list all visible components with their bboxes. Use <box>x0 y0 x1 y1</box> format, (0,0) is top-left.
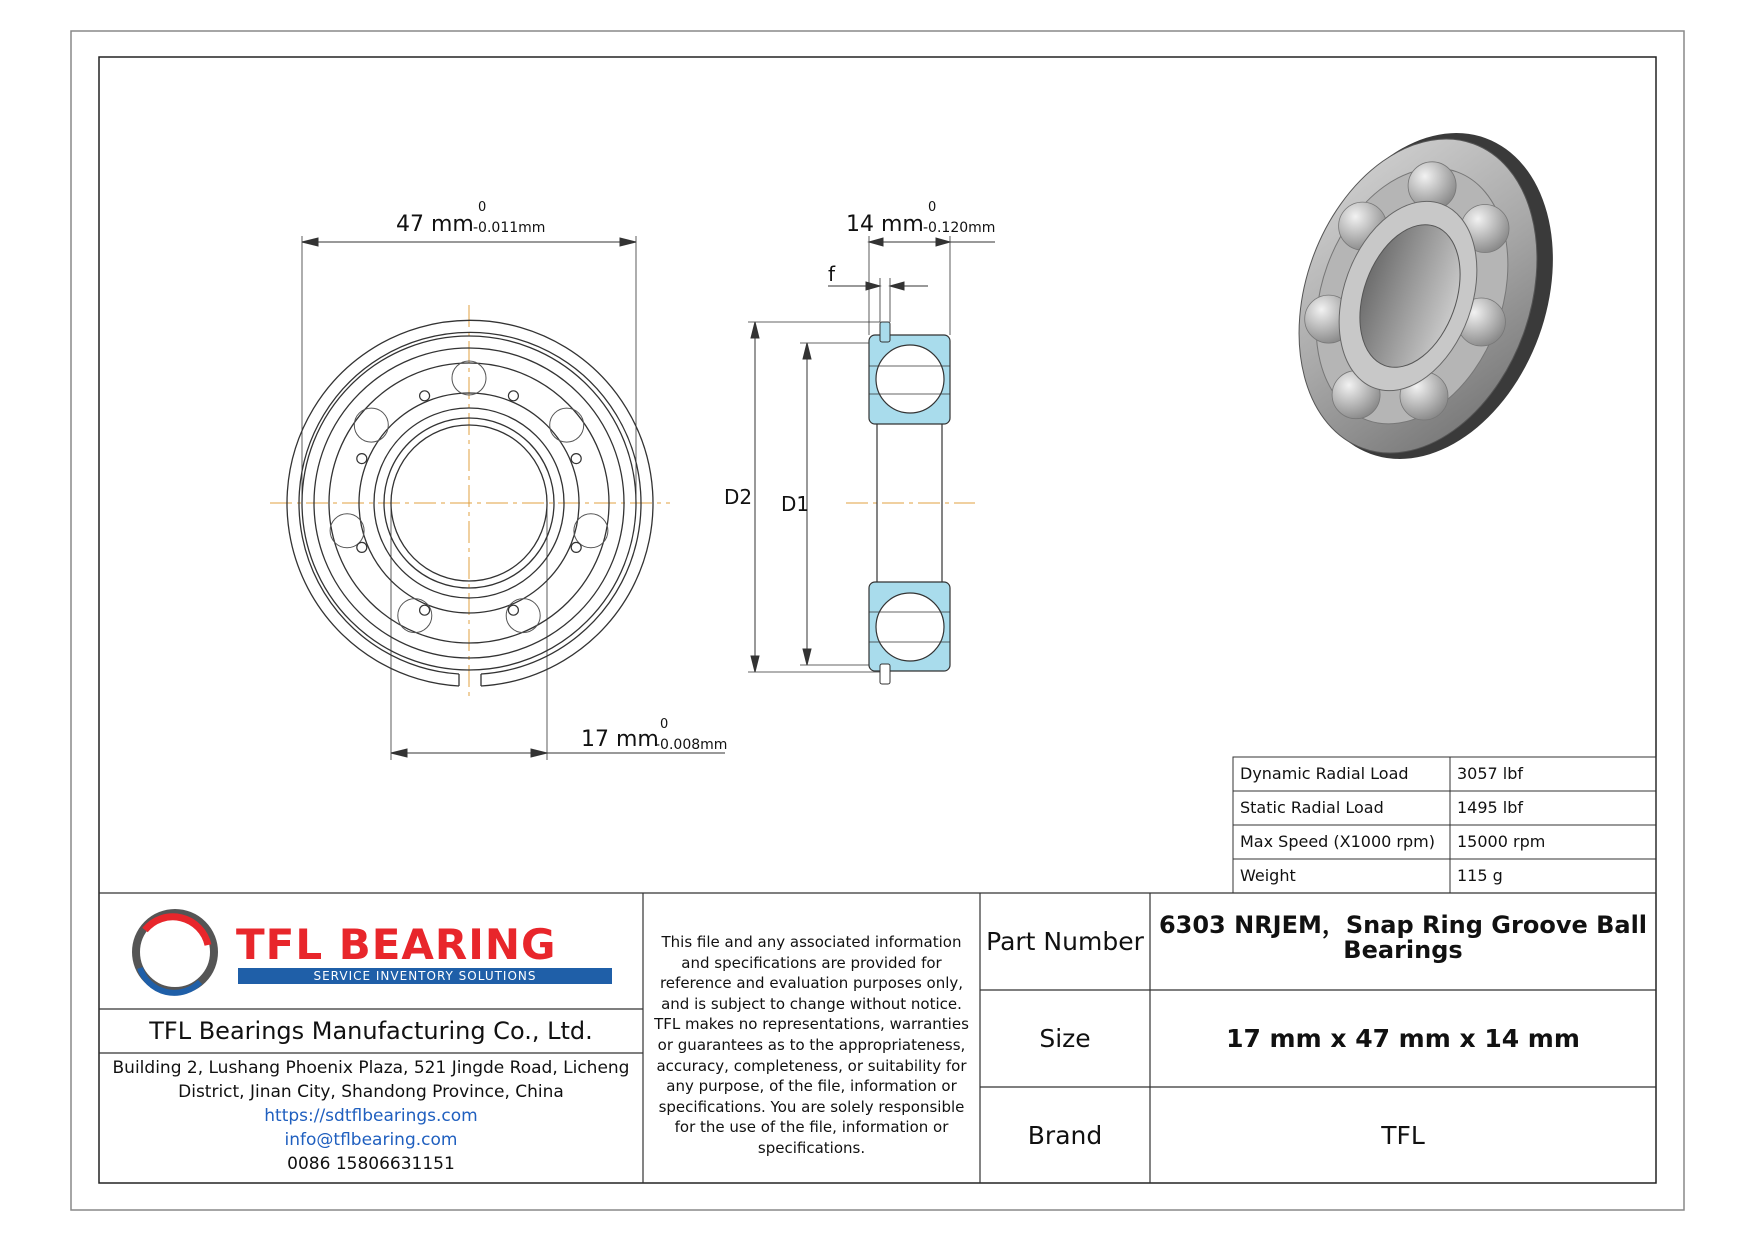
spec-value: 115 g <box>1457 866 1503 885</box>
rivet <box>571 542 581 552</box>
d1-label: D1 <box>781 492 810 516</box>
size-value: 17 mm x 47 mm x 14 mm <box>1226 1024 1580 1053</box>
spec-value: 3057 lbf <box>1457 764 1524 783</box>
width-lower-tol: -0.120mm <box>923 220 996 236</box>
disclaimer-line: and specifications are provided for <box>681 953 942 972</box>
company-name: TFL Bearings Manufacturing Co., Ltd. <box>149 1017 593 1045</box>
disclaimer-line: and is subject to change without notice. <box>661 994 962 1013</box>
spec-row <box>1240 859 1660 893</box>
rivet <box>571 454 581 464</box>
rivet <box>420 391 430 401</box>
spec-label: Weight <box>1240 866 1296 885</box>
spec-label: Max Speed (X1000 rpm) <box>1240 832 1435 851</box>
spec-row <box>1240 791 1660 825</box>
section-bottom-snap-ring <box>880 664 890 684</box>
width-value: 14 mm <box>846 212 924 237</box>
disclaimer-line: any purpose, of the file, information or <box>666 1077 957 1096</box>
company-phone: 0086 15806631151 <box>287 1154 455 1174</box>
dimension-d1 <box>800 343 869 665</box>
spec-row <box>1240 825 1660 859</box>
part-number-line2: Bearings <box>1343 936 1463 964</box>
outer-diameter-lower-tol: -0.011mm <box>473 220 546 236</box>
section-top-snap-ring <box>880 322 890 342</box>
dimension-width <box>869 236 995 335</box>
bore-diameter-upper-tol: 0 <box>660 717 669 732</box>
disclaimer-line: specifications. <box>757 1138 866 1157</box>
company-address-line1: Building 2, Lushang Phoenix Plaza, 521 Jingde Road, Licheng <box>112 1058 630 1078</box>
section-view <box>846 322 975 684</box>
spec-row <box>1240 757 1660 791</box>
part-number-label: Part Number <box>986 927 1144 956</box>
rivet <box>420 605 430 615</box>
disclaimer-line: for the use of the file, information or <box>674 1118 949 1137</box>
disclaimer-line: reference and evaluation purposes only, <box>659 974 964 993</box>
f-label: f <box>828 262 836 286</box>
part-number-line1: 6303 NRJEM，Snap Ring Groove Ball <box>1158 911 1648 939</box>
brand-label: Brand <box>1027 1120 1103 1150</box>
disclaimer-line: TFL makes no representations, warranties <box>654 1015 969 1034</box>
logo-text: TFL BEARING <box>236 920 557 969</box>
d2-label: D2 <box>724 485 753 509</box>
rivet <box>508 605 518 615</box>
disclaimer-text <box>643 932 980 1159</box>
spec-label: Static Radial Load <box>1240 798 1384 817</box>
logo-tagline: SERVICE INVENTORY SOLUTIONS <box>313 969 537 983</box>
disclaimer-line: or guarantees as to the appropriateness, <box>657 1035 966 1054</box>
dimension-f <box>828 278 928 322</box>
outer-diameter-upper-tol: 0 <box>478 200 487 215</box>
front-view <box>270 305 670 700</box>
bore-diameter-lower-tol: -0.008mm <box>655 737 728 753</box>
rivet <box>357 542 367 552</box>
dimension-d2 <box>748 322 880 672</box>
spec-value: 15000 rpm <box>1457 832 1546 851</box>
rivet <box>357 454 367 464</box>
ball <box>398 599 432 633</box>
company-website-link[interactable]: https://sdtflbearings.com <box>264 1106 478 1126</box>
rivet <box>508 391 518 401</box>
spec-value: 1495 lbf <box>1457 798 1524 817</box>
disclaimer-line: specifications. You are solely responsible <box>658 1097 965 1116</box>
size-label: Size <box>1039 1024 1091 1053</box>
section-top-ball <box>876 345 944 413</box>
spec-label: Dynamic Radial Load <box>1240 764 1409 783</box>
outer-diameter-value: 47 mm <box>396 212 474 237</box>
company-email-link[interactable]: info@tflbearing.com <box>284 1130 458 1150</box>
section-bottom-ball <box>876 593 944 661</box>
disclaimer-line: This file and any associated information <box>661 933 962 951</box>
ball <box>550 408 584 442</box>
bearing-3d-render <box>1257 98 1596 494</box>
ball <box>506 599 540 633</box>
bore-diameter-value: 17 mm <box>581 727 659 752</box>
brand-value: TFL <box>1381 1120 1425 1150</box>
width-upper-tol: 0 <box>928 200 937 215</box>
disclaimer-line: accuracy, completeness, or suitability for <box>656 1056 967 1075</box>
company-address-line2: District, Jinan City, Shandong Province, China <box>178 1082 564 1102</box>
ball <box>354 408 388 442</box>
